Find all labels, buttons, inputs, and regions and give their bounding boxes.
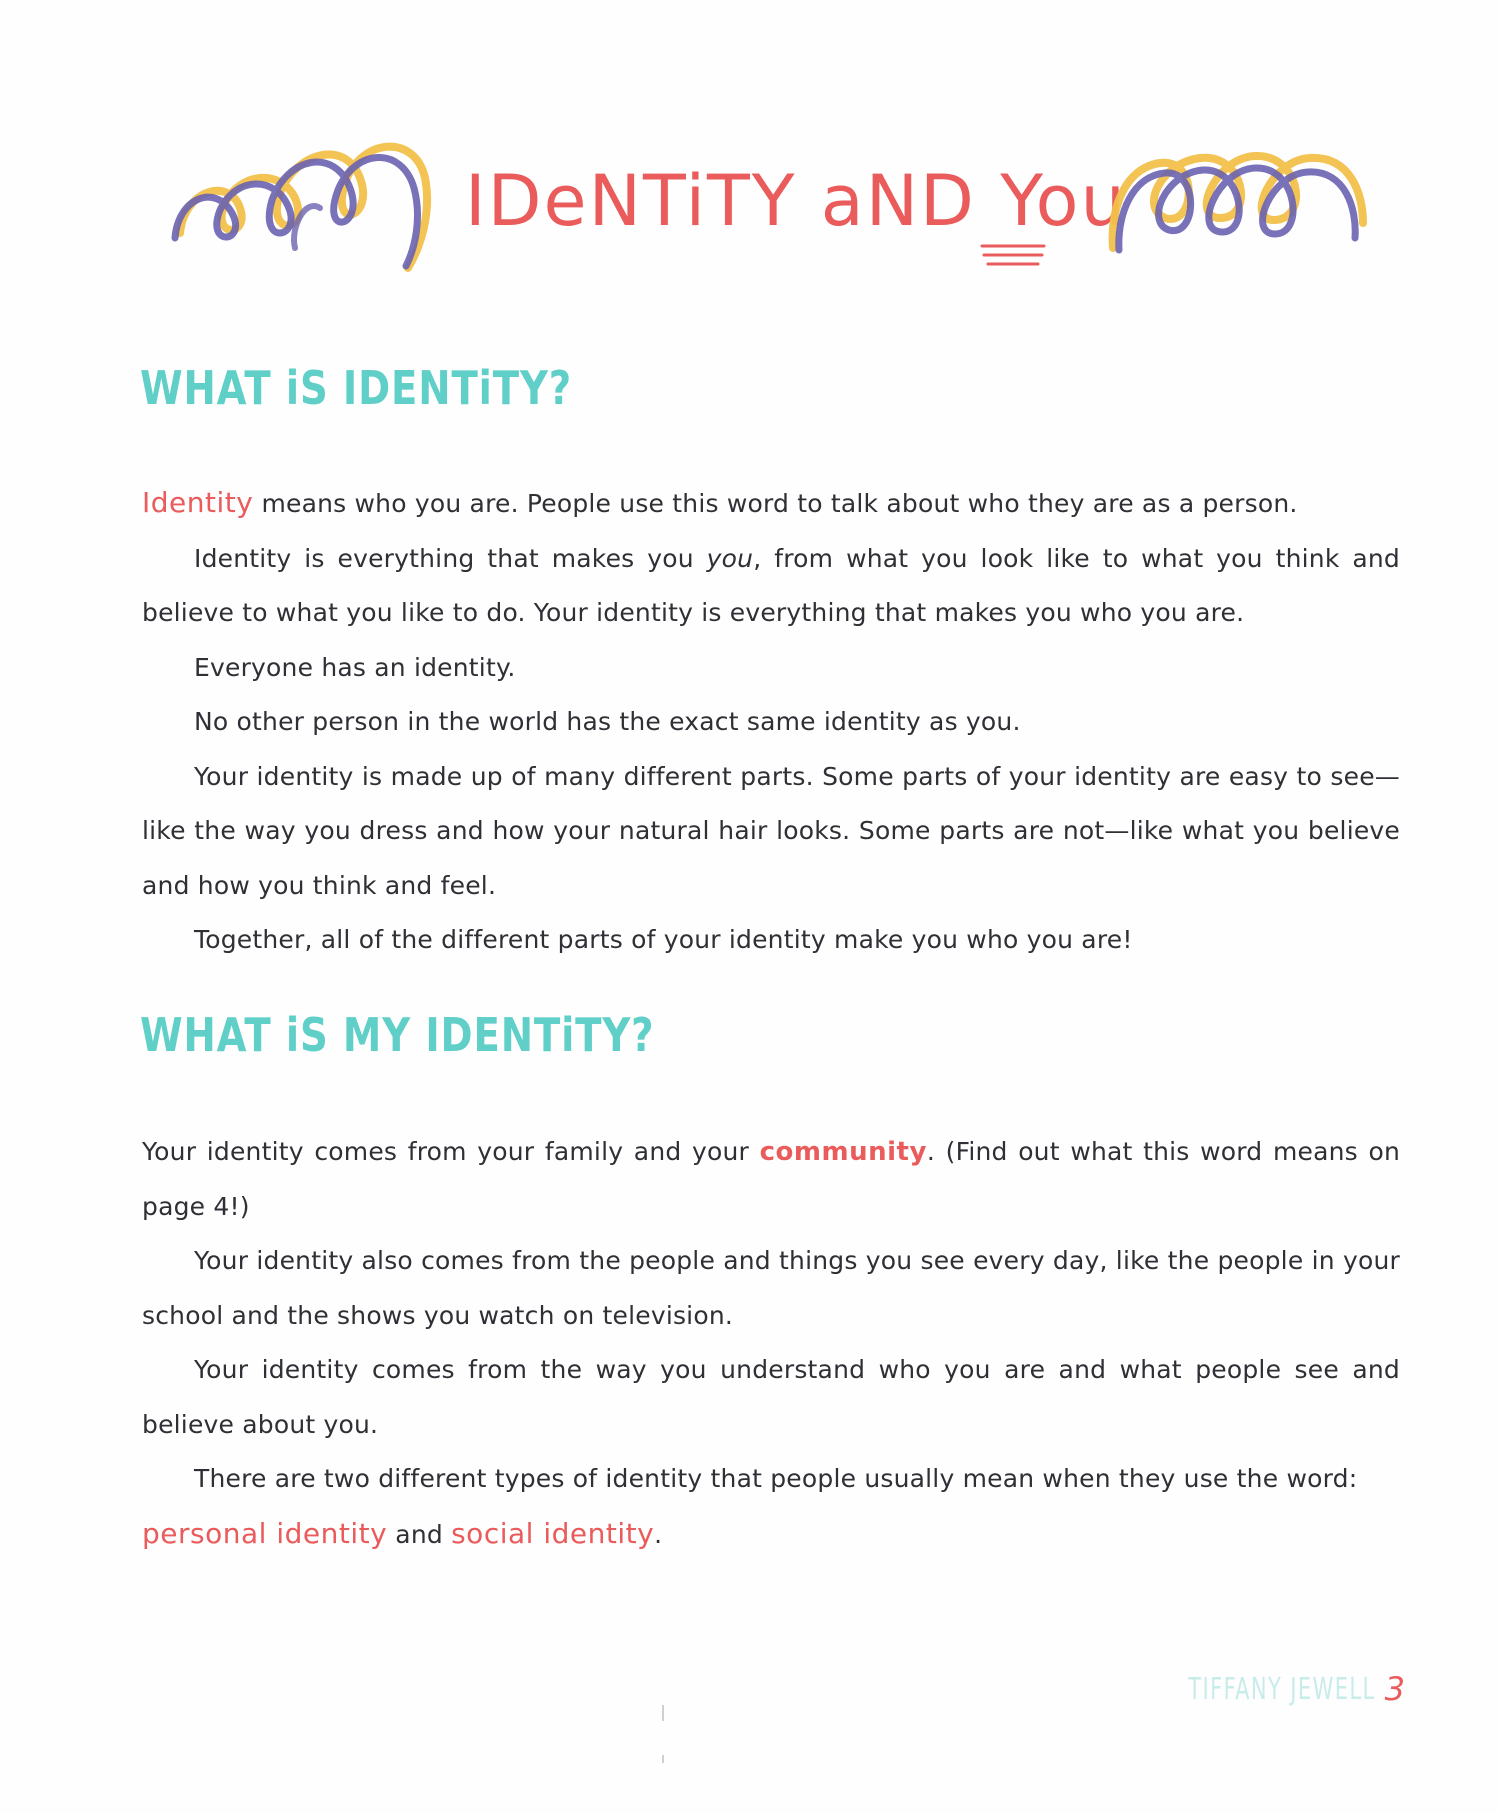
paragraph: Together, all of the different parts of your identity make you who you are! (194, 925, 1133, 954)
paragraph: Your identity is made up of many different parts. Some parts of your identity are easy to see—like the way you dress and how your natural hair looks. Some parts are not—like what you believe and how you think and feel. (142, 761, 1400, 900)
section-body-what-is-identity (142, 476, 1400, 968)
scan-speck (662, 1705, 664, 1721)
swirl-right-icon (1105, 138, 1370, 278)
footer-author: TIFFANY JEWELL (1188, 1671, 1376, 1707)
scan-speck (662, 1755, 664, 1763)
keyword-social-identity: social identity (451, 1516, 655, 1550)
swirl-left-icon (170, 138, 445, 278)
section-body-what-is-my-identity (142, 1125, 1400, 1562)
emphasis-you: you (706, 543, 754, 573)
section-heading-what-is-my-identity: WHAT iS MY IDENTiTY? (140, 1008, 655, 1062)
keyword-identity: Identity (142, 486, 254, 519)
paragraph (142, 476, 1400, 532)
section-heading-what-is-identity: WHAT iS IDENTiTY? (140, 361, 573, 415)
keyword-community: community (759, 1137, 927, 1167)
paragraph: Your identity comes from the way you understand who you are and what people see and believe about you. (142, 1355, 1400, 1439)
page-title: IDeNTiTY aND You (465, 160, 1127, 242)
title-row (170, 128, 1370, 298)
paragraph-text: and (387, 1519, 452, 1549)
paragraph: Your identity also comes from the people and things you see every day, like the people in your school and the shows you watch on television. (142, 1246, 1400, 1330)
paragraph-text: , from what you look like to what you think and believe to what you like to do. Your identity is everything that makes you who you are. (142, 543, 1400, 627)
paragraph (142, 1125, 1400, 1234)
paragraph (142, 532, 1400, 641)
paragraph-text: Your identity comes from your family and your (142, 1137, 760, 1166)
paragraph-text: . (654, 1519, 663, 1549)
underline-icon (978, 240, 1048, 270)
paragraph-text: means who you are. People use this word to talk about who they are as a person. (253, 489, 1298, 518)
paragraph-text: There are two different types of identity that people usually mean when they use the word: (194, 1464, 1358, 1493)
paragraph-text: Identity is everything that makes you (194, 543, 707, 573)
paragraph: No other person in the world has the exact same identity as you. (194, 707, 1021, 736)
page-number: 3 (1384, 1670, 1405, 1708)
page-footer (1108, 1670, 1405, 1720)
paragraph: Everyone has an identity. (194, 652, 516, 682)
paragraph-text: . (Find out what this word means on page 4!) (142, 1137, 1400, 1221)
paragraph (142, 1452, 1400, 1562)
keyword-personal-identity: personal identity (142, 1516, 388, 1550)
